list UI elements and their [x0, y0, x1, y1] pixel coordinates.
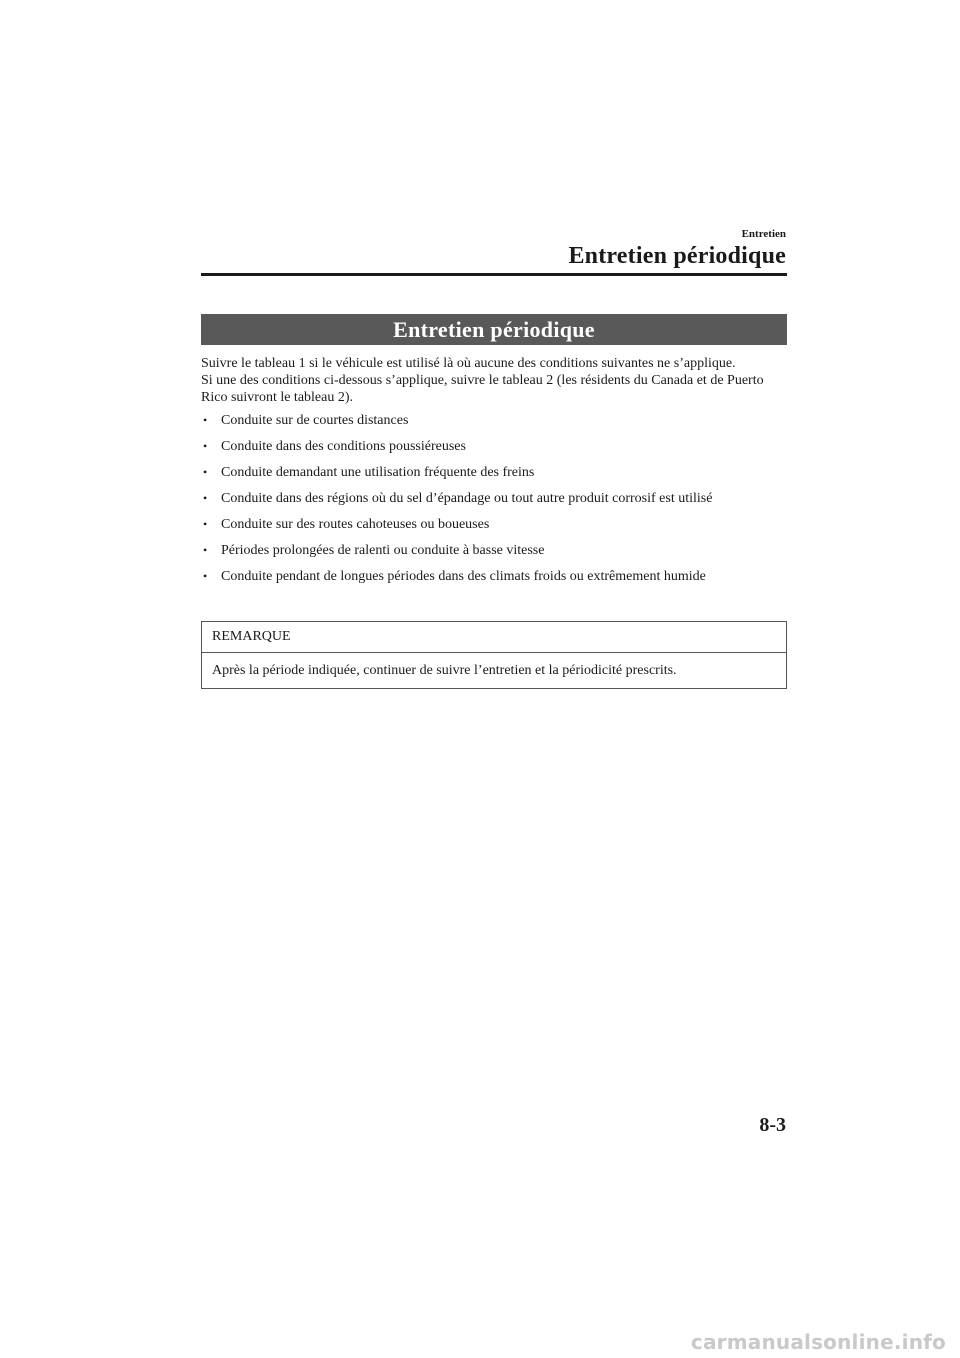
- list-item: [201, 516, 787, 533]
- list-item: [201, 412, 787, 429]
- conditions-paragraph: Si une des conditions ci-dessous s’applique, suivre le tableau 2 (les résidents du Canada et de Puerto Rico suivront le tableau 2).: [201, 373, 764, 405]
- list-item: [201, 542, 787, 559]
- list-item-text: Périodes prolongées de ralenti ou conduite à basse vitesse: [221, 543, 545, 558]
- list-item-text: Conduite dans des régions où du sel d’épandage ou tout autre produit corrosif est utilisé: [221, 491, 713, 506]
- bullet-icon: •: [203, 413, 208, 427]
- bullet-icon: •: [203, 543, 208, 557]
- running-header-section: Entretien: [741, 228, 786, 240]
- list-item: [201, 568, 787, 585]
- bullet-icon: •: [203, 491, 208, 505]
- bullet-icon: •: [203, 465, 208, 479]
- note-box: [201, 621, 787, 689]
- section-title-bar: Entretien périodique: [201, 314, 787, 345]
- page-number: 8-3: [759, 1114, 786, 1136]
- header-divider: [201, 273, 787, 276]
- bullet-icon: •: [203, 439, 208, 453]
- body-text: [201, 355, 787, 594]
- bullet-icon: •: [203, 517, 208, 531]
- intro-paragraph: Suivre le tableau 1 si le véhicule est utilisé là où aucune des conditions suivantes ne s’applique.: [201, 356, 736, 371]
- conditions-list: [201, 412, 787, 585]
- list-item-text: Conduite sur des routes cahoteuses ou boueuses: [221, 517, 490, 532]
- note-heading: REMARQUE: [202, 622, 786, 653]
- list-item-text: Conduite dans des conditions poussiéreuses: [221, 439, 466, 454]
- list-item-text: Conduite pendant de longues périodes dans des climats froids ou extrêmement humide: [221, 569, 706, 584]
- list-item: [201, 490, 787, 507]
- running-header-title: Entretien périodique: [568, 243, 786, 269]
- list-item-text: Conduite sur de courtes distances: [221, 413, 409, 428]
- bullet-icon: •: [203, 569, 208, 583]
- list-item-text: Conduite demandant une utilisation fréquente des freins: [221, 465, 535, 480]
- list-item: [201, 438, 787, 455]
- watermark: carmanualsonline.info: [690, 1330, 946, 1354]
- note-text: Après la période indiquée, continuer de suivre l’entretien et la périodicité prescrits.: [212, 663, 677, 678]
- list-item: [201, 464, 787, 481]
